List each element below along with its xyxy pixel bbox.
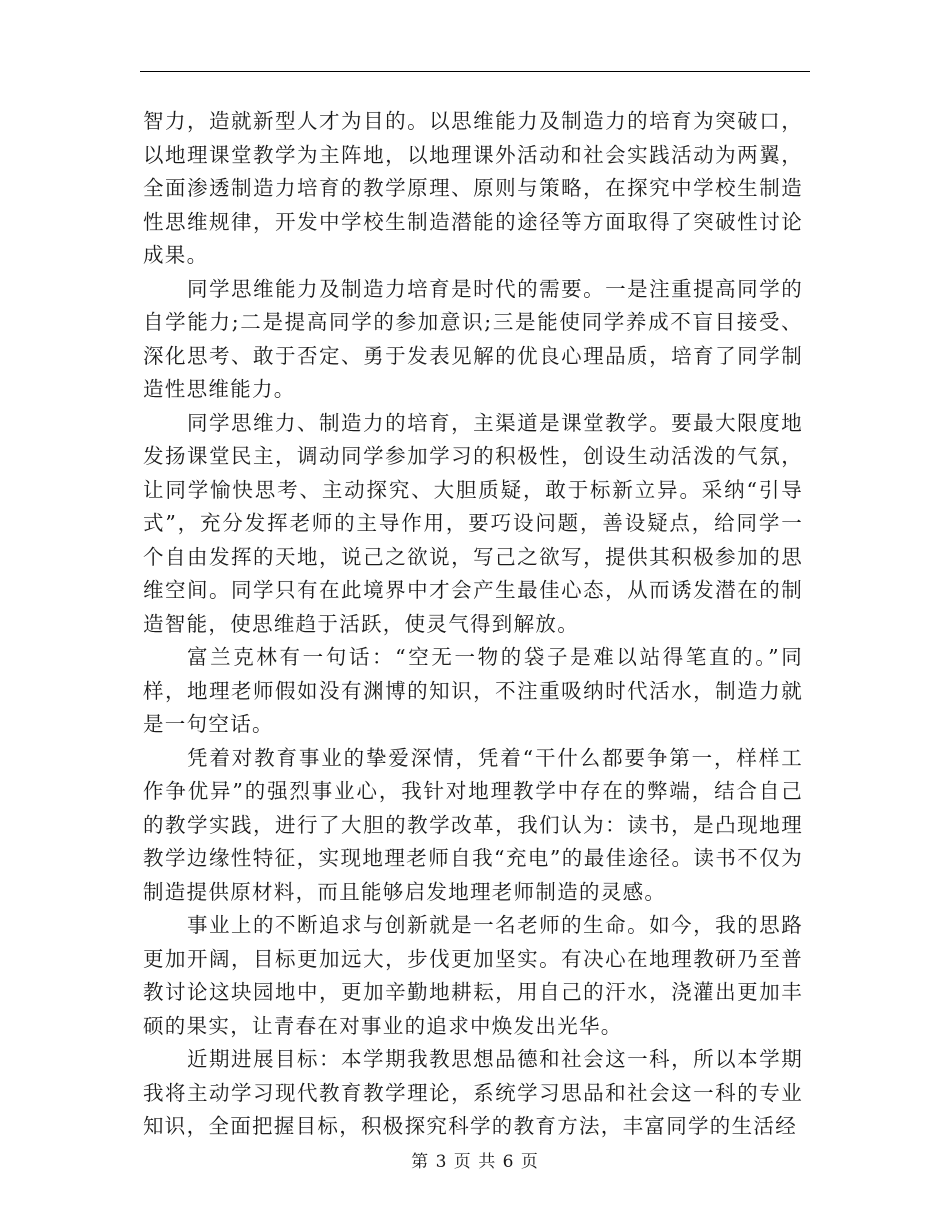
paragraph: 凭着对教育事业的挚爱深情，凭着“干什么都要争第一，样样工作争优异”的强烈事业心，我针对地理教学中存在的弊端，结合自己的教学实践，进行了大胆的教学改革，我们认为：读书，是凸现地理教学边缘性特征，实现地理老师自我“充电”的最佳途径。读书不仅为制造提供原材料，而且能够启发地理老师制造的灵感。 [143, 745, 803, 904]
page-number-footer: 第 3 页 共 6 页 [411, 1152, 539, 1172]
paragraph: 同学思维能力及制造力培育是时代的需要。一是注重提高同学的自学能力;二是提高同学的参加意识;三是能使同学养成不盲目接受、深化思考、敢于否定、勇于发表见解的优良心理品质，培育了同学制造性思维能力。 [143, 276, 803, 401]
document-body [143, 105, 803, 1144]
paragraph: 近期进展目标：本学期我教思想品德和社会这一科，所以本学期我将主动学习现代教育教学理论，系统学习思品和社会这一科的专业知识，全面把握目标，积极探究科学的教育方法，丰富同学的生活经 [143, 1047, 803, 1138]
paragraph: 智力，造就新型人才为目的。以思维能力及制造力的培育为突破口，以地理课堂教学为主阵地，以地理课外活动和社会实践活动为两翼，全面渗透制造力培育的教学原理、原则与策略，在探究中学校生制造性思维规律，开发中学校生制造潜能的途径等方面取得了突破性讨论成果。 [143, 109, 803, 267]
paragraph: 事业上的不断追求与创新就是一名老师的生命。如今，我的思路更加开阔，目标更加远大，步伐更加坚实。有决心在地理教研乃至普教讨论这块园地中，更加辛勤地耕耘，用自己的汗水，浇灌出更加丰硕的果实，让青春在对事业的追求中焕发出光华。 [143, 913, 803, 1038]
paragraph: 同学思维力、制造力的培育，主渠道是课堂教学。要最大限度地发扬课堂民主，调动同学参加学习的积极性，创设生动活泼的气氛，让同学愉快思考、主动探究、大胆质疑，敢于标新立异。采纳“引导式”，充分发挥老师的主导作用，要巧设问题，善设疑点，给同学一个自由发挥的天地，说己之欲说，写己之欲写，提供其积极参加的思维空间。同学只有在此境界中才会产生最佳心态，从而诱发潜在的制造智能，使思维趋于活跃，使灵气得到解放。 [143, 410, 803, 636]
header-divider [140, 71, 810, 72]
paragraph: 富兰克林有一句话：“空无一物的袋子是难以站得笔直的。”同样，地理老师假如没有渊博的知识，不注重吸纳时代活水，制造力就是一句空话。 [143, 645, 803, 736]
